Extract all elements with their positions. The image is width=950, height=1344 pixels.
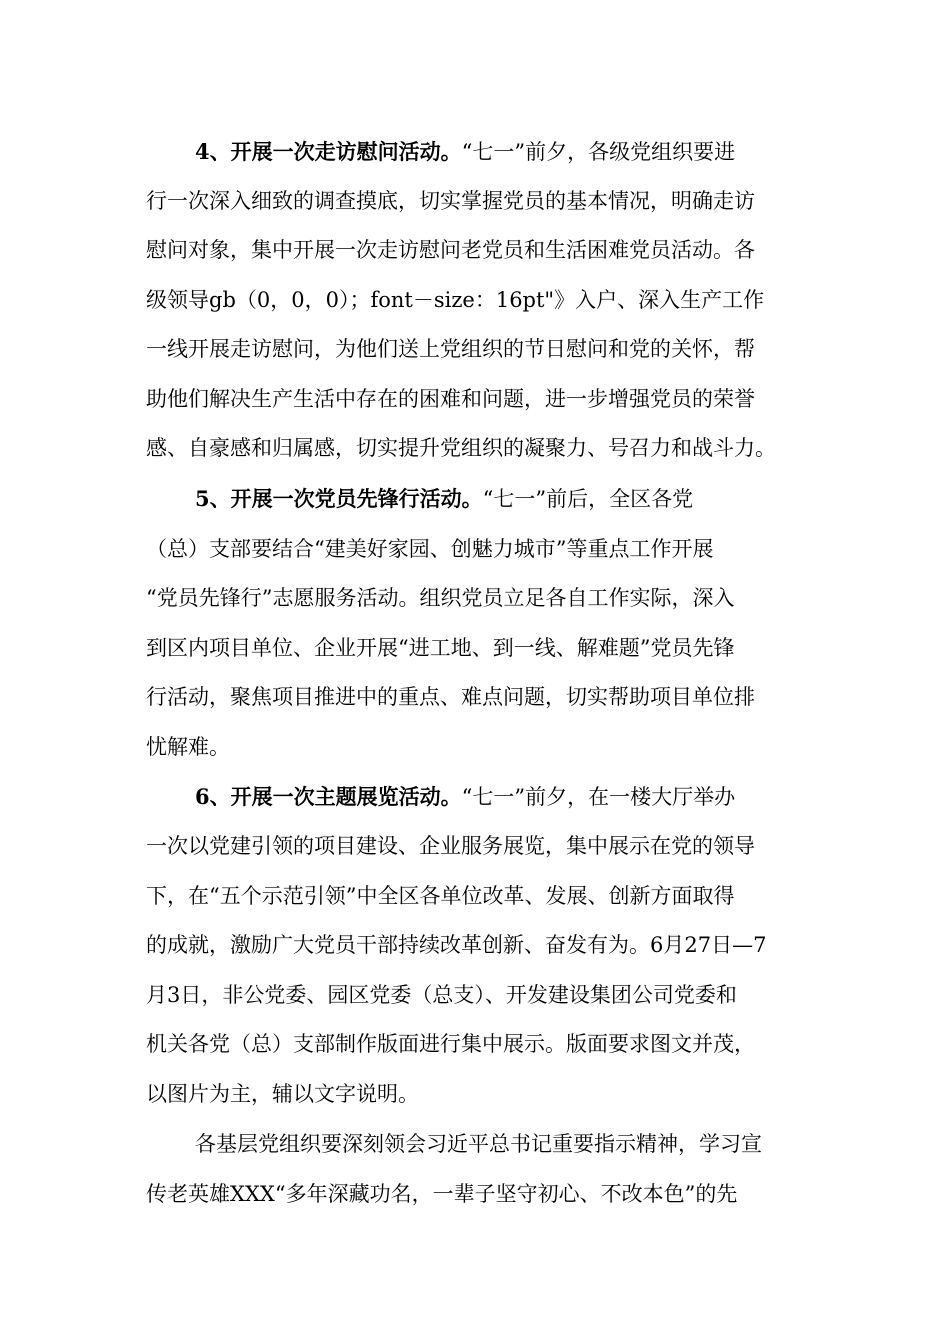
paragraph-4-line-2: 行一次深入细致的调查摸底，切实掌握党员的基本情况，明确走访 <box>146 189 755 213</box>
paragraph-6-line-4: 的成就，激励广大党员干部持续改革创新、奋发有为。6月27日—7 <box>146 933 767 957</box>
paragraph-4-line-7: 感、自豪感和归属感，切实提升党组织的凝聚力、号召力和战斗力。 <box>146 436 776 460</box>
paragraph-5-line-2: （总）支部要结合“建美好家园、创魅力城市”等重点工作开展 <box>146 537 714 561</box>
paragraph-4-line-1 <box>195 136 895 168</box>
paragraph-5-line-4: 到区内项目单位、企业开展“进工地、到一线、解难题”党员先锋 <box>146 636 735 660</box>
paragraph-5-heading: 5、开展一次党员先锋行活动。 <box>195 486 483 511</box>
paragraph-4-line-5: 一线开展走访慰问，为他们送上党组织的节日慰问和党的关怀，帮 <box>146 337 755 361</box>
paragraph-6-line-7: 以图片为主，辅以文字说明。 <box>146 1082 419 1106</box>
paragraph-6-line-1 <box>195 781 895 813</box>
paragraph-4-line-3: 慰问对象，集中开展一次走访慰问老党员和生活困难党员活动。各 <box>146 238 755 262</box>
paragraph-5-line-6: 忧解难。 <box>146 735 230 759</box>
paragraph-4-line-4: 级领导gb（0，0，0）；font－size：16pt"》入户、深入生产工作 <box>146 288 765 312</box>
paragraph-6-line-3: 下，在“五个示范引领”中全区各单位改革、发展、创新方面取得 <box>146 884 735 908</box>
paragraph-6-line-6: 机关各党（总）支部制作版面进行集中展示。版面要求图文并茂， <box>146 1032 755 1056</box>
paragraph-4-line-6: 助他们解决生产生活中存在的困难和问题，进一步增强党员的荣誉 <box>146 387 755 411</box>
closing-paragraph-line-2: 传老英雄XXX“多年深藏功名，一辈子坚守初心、不改本色”的先 <box>146 1182 738 1206</box>
paragraph-5-text: “七一”前后，全区各党 <box>482 487 694 511</box>
paragraph-5-line-5: 行活动，聚焦项目推进中的重点、难点问题，切实帮助项目单位排 <box>146 685 755 709</box>
paragraph-5-line-3: “党员先锋行”志愿服务活动。组织党员立足各自工作实际，深入 <box>146 586 735 610</box>
paragraph-6-text: “七一”前夕，在一楼大厅举办 <box>461 785 736 809</box>
paragraph-5-line-1 <box>195 483 895 515</box>
paragraph-4-text: “七一”前夕，各级党组织要进 <box>461 140 736 164</box>
paragraph-6-line-5: 月3日，非公党委、园区党委（总支）、开发建设集团公司党委和 <box>146 983 737 1007</box>
paragraph-6-line-2: 一次以党建引领的项目建设、企业服务展览，集中展示在党的领导 <box>146 834 755 858</box>
closing-paragraph-line-1: 各基层党组织要深刻领会习近平总书记重要指示精神，学习宣 <box>195 1132 762 1156</box>
paragraph-6-heading: 6、开展一次主题展览活动。 <box>195 784 462 809</box>
paragraph-4-heading: 4、开展一次走访慰问活动。 <box>195 139 462 164</box>
